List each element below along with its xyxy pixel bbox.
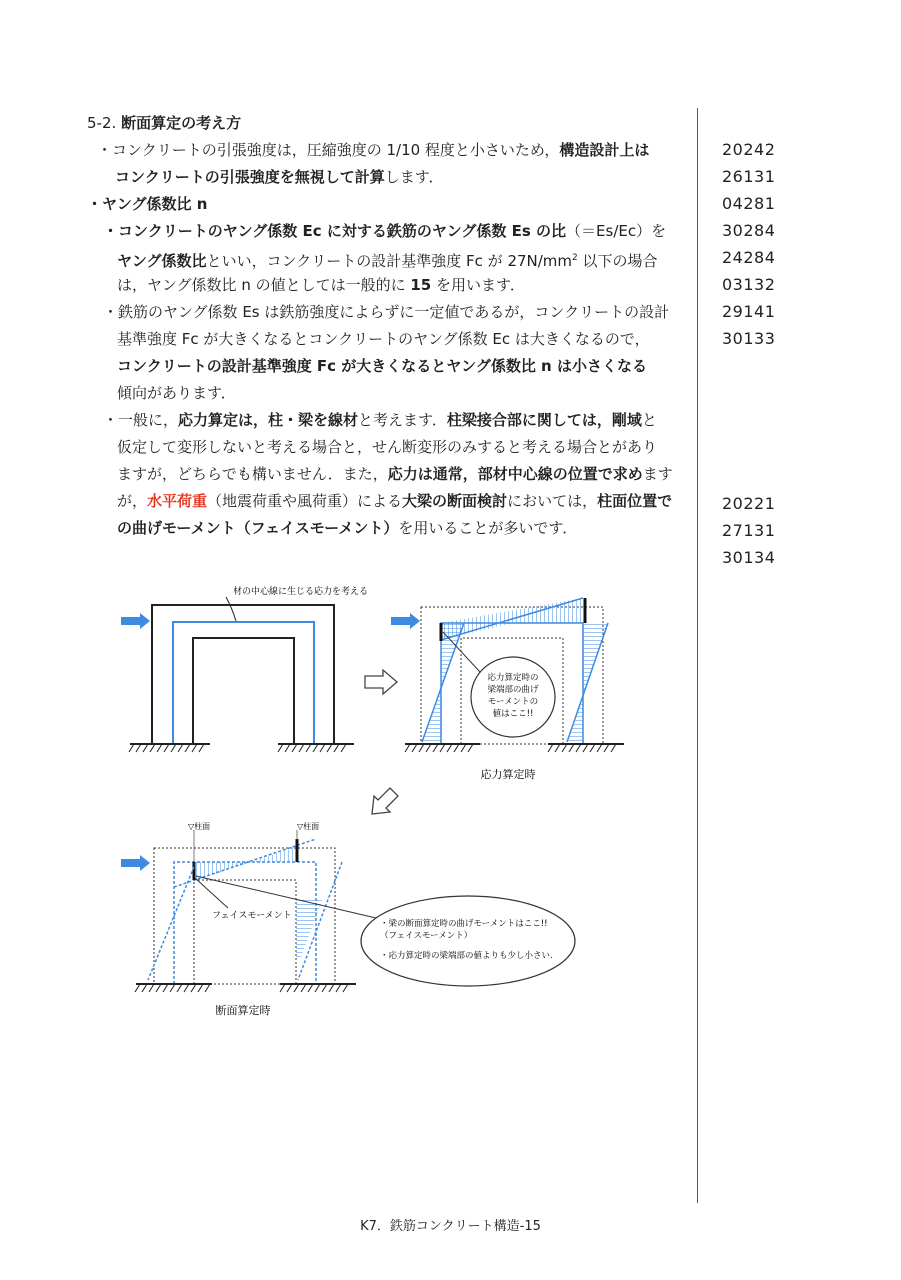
- arrow-right-icon: [365, 670, 397, 694]
- caption-stress-calc: 応力算定時: [480, 768, 536, 781]
- ref-code: 20221: [722, 494, 776, 513]
- text-bold: 構造設計上は: [559, 141, 650, 159]
- text: といい，コンクリートの設計基準強度 Fc が 27N/mm: [206, 252, 573, 270]
- text: 基準強度 Fc が大きくなるとコンクリートのヤング係数 Ec は大きくなるので，: [117, 330, 650, 348]
- text-line-15: [117, 515, 577, 542]
- text: を用います．: [431, 276, 525, 294]
- ref-code: 30133: [722, 329, 776, 348]
- bullet: ・: [103, 222, 119, 240]
- ref-code: 30134: [722, 548, 776, 567]
- text-line-13: [117, 461, 673, 488]
- ref-code: 30284: [722, 221, 776, 240]
- bubble2-line: （フェイスモーメント）: [380, 931, 473, 941]
- center-line-label: 材の中心線に生じる応力を考える: [233, 587, 369, 597]
- text-line-12: [117, 434, 657, 461]
- arrow-down-left-icon: [372, 788, 398, 814]
- text: 仮定して変形しないと考える場合と，せん断変形のみすると考える場合とがあり: [117, 438, 658, 456]
- text-line-6: [117, 272, 525, 299]
- bubble1-line: 応力算定時の: [487, 673, 539, 683]
- text: 以下の場合: [577, 252, 658, 270]
- text-bold: ヤング係数比: [117, 252, 207, 270]
- text-line-3: [87, 191, 207, 218]
- section-title: 断面算定の考え方: [121, 114, 242, 132]
- text-line-14: [117, 488, 672, 515]
- frame-diagram-1: [121, 585, 368, 752]
- superscript: 2: [572, 253, 578, 263]
- text-line-8: [117, 326, 650, 353]
- text: ・コンクリートの引張強度は，圧縮強度の 1/10 程度と小さいため，: [97, 141, 560, 159]
- load-arrow-icon: [121, 613, 150, 629]
- text: が，: [117, 492, 148, 510]
- bubble2-line: ・梁の断面算定時の曲げモーメントはここ!!: [380, 919, 548, 929]
- text-line-4: [103, 218, 666, 245]
- bubble1-line: モーメントの: [487, 697, 539, 707]
- text-line-1: [97, 137, 649, 164]
- text: を用いることが多いです．: [398, 519, 578, 537]
- text-bold: 柱梁接合部に関しては，剛域: [446, 411, 642, 429]
- ref-code: 03132: [722, 275, 776, 294]
- text: （＝Es/Ec）を: [566, 222, 667, 240]
- bubble2-line: ・応力算定時の梁端部の値よりも少し小さい.: [380, 951, 553, 961]
- column-face-label-right: ▽柱面: [297, 822, 320, 831]
- ref-code: 04281: [722, 194, 776, 213]
- ref-code: 27131: [722, 521, 776, 540]
- text-line-5: [117, 245, 658, 275]
- text: と: [641, 411, 657, 429]
- bubble1-line: 値はここ!!: [492, 709, 534, 719]
- text-bold: 柱面位置で: [597, 492, 673, 510]
- ref-code: 24284: [722, 248, 776, 267]
- caption-section-calc: 断面算定時: [215, 1004, 271, 1017]
- text-line-7: [103, 299, 669, 326]
- text: します．: [384, 168, 444, 186]
- text-line-9: [117, 353, 647, 380]
- text-line-10: [117, 380, 236, 407]
- text: ます: [642, 465, 673, 483]
- text-line-11: [103, 407, 657, 434]
- ref-code: 26131: [722, 167, 776, 186]
- bubble1-line: 梁端部の曲げ: [487, 685, 539, 695]
- text: 傾向があります．: [117, 384, 236, 402]
- callout-bubble-2: [361, 896, 575, 986]
- section-heading: [87, 112, 241, 133]
- column-face-label-left: ▽柱面: [188, 822, 211, 831]
- ref-code: 20242: [722, 140, 776, 159]
- frame-moment-diagram: [0, 570, 700, 1030]
- text-bold: 応力は通常，部材中心線の位置で求め: [387, 465, 643, 483]
- frame-diagram-2: [391, 598, 624, 781]
- subheading: ・ヤング係数比 n: [87, 195, 208, 213]
- text: と考えます．: [358, 411, 447, 429]
- text: においては，: [507, 492, 598, 510]
- text-bold: 応力算定は，柱・梁を線材: [178, 411, 359, 429]
- text: は，ヤング係数比 n の値としては一般的に: [117, 276, 411, 294]
- text: （地震荷重や風荷重）による: [207, 492, 403, 510]
- text: ・一般に，: [103, 411, 179, 429]
- text-bold: コンクリートの設計基準強度 Fc が大きくなるとヤング係数比 n は小さくなる: [117, 357, 647, 375]
- text-bold: コンクリートの引張強度を無視して計算: [115, 168, 385, 186]
- text: ・鉄筋のヤング係数 Es は鉄筋強度によらずに一定値であるが，コンクリートの設計: [103, 303, 670, 321]
- text: ますが，どちらでも構いません．また，: [117, 465, 388, 483]
- text-bold: 大梁の断面検討: [402, 492, 508, 510]
- face-moment-label: フェイスモーメント: [212, 911, 292, 921]
- text-red: 水平荷重: [147, 492, 208, 510]
- text-bold: 15: [410, 276, 432, 294]
- section-number: 5-2.: [87, 114, 117, 132]
- page-footer: K7．鉄筋コンクリート構造-15: [360, 1219, 541, 1234]
- ref-code: 29141: [722, 302, 776, 321]
- load-arrow-icon: [121, 855, 150, 871]
- text-bold: の曲げモーメント（フェイスモーメント）: [117, 519, 399, 537]
- text-bold: コンクリートのヤング係数 Ec に対する鉄筋のヤング係数 Es の比: [118, 222, 567, 240]
- frame-diagram-3: [121, 821, 575, 1017]
- load-arrow-icon: [391, 613, 420, 629]
- text-line-2: [115, 164, 444, 191]
